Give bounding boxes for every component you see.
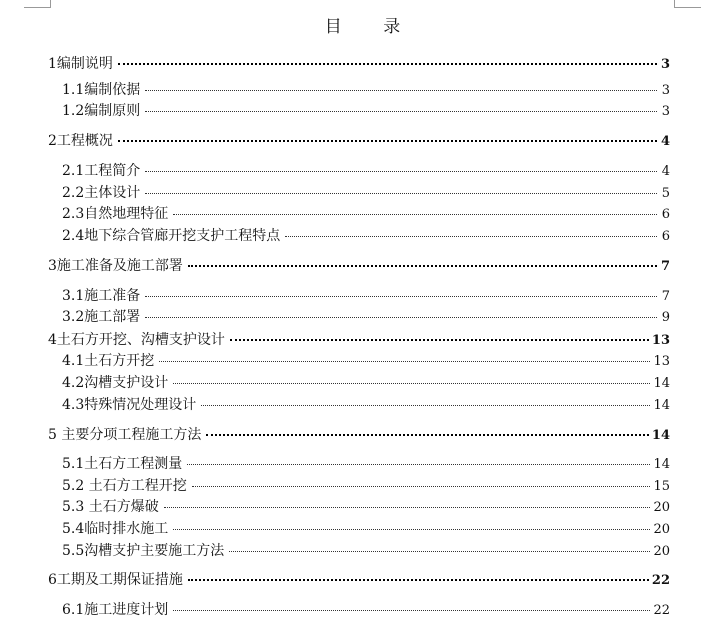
toc-dot-leader (145, 316, 657, 318)
toc-dot-leader (145, 295, 657, 297)
toc-page-number: 5 (661, 186, 670, 201)
toc-page-number: 13 (653, 354, 670, 369)
toc-entry-label: 2.1工程简介 (62, 163, 141, 179)
toc-entry-label: 6.1施工进度计划 (62, 602, 169, 618)
toc-dot-leader (188, 578, 649, 581)
toc-entry-label: 2.2主体设计 (62, 185, 141, 201)
toc-entry-section[interactable] (62, 498, 670, 517)
toc-entry-chapter[interactable] (48, 257, 670, 276)
toc-dot-leader (145, 89, 657, 91)
toc-page-number: 13 (651, 333, 670, 348)
toc-entry-label: 2工程概况 (48, 133, 113, 149)
toc-entry-section[interactable] (62, 352, 670, 371)
toc-page-number: 6 (661, 207, 670, 222)
toc-entry-label: 3.1施工准备 (62, 288, 141, 304)
toc-entry-label: 1编制说明 (48, 56, 113, 72)
toc-page-number: 3 (661, 83, 670, 98)
toc-entry-chapter[interactable] (48, 132, 670, 151)
toc-entry-label: 4.3特殊情况处理设计 (62, 397, 197, 413)
toc-page-number: 20 (653, 522, 670, 537)
toc-dot-leader (118, 62, 657, 65)
toc-dot-leader (201, 404, 650, 406)
toc-dot-leader (187, 463, 650, 465)
toc-page-number: 20 (653, 544, 670, 559)
toc-entry-label: 3.2施工部署 (62, 309, 141, 325)
toc-entry-section[interactable] (62, 455, 670, 474)
toc-page-number: 3 (660, 57, 670, 72)
toc-entry-section[interactable] (62, 287, 670, 306)
toc-entry-label: 2.4地下综合管廊开挖支护工程特点 (62, 228, 281, 244)
toc-entry-label: 5 主要分项工程施工方法 (48, 427, 202, 443)
toc-entry-section[interactable] (62, 205, 670, 224)
toc-page-number: 6 (661, 229, 670, 244)
toc-dot-leader (192, 485, 651, 487)
toc-entry-section[interactable] (62, 227, 670, 246)
toc-dot-leader (206, 433, 649, 436)
toc-dot-leader (173, 382, 650, 384)
toc-entry-section[interactable] (62, 81, 670, 100)
toc-entry-chapter[interactable] (48, 426, 670, 445)
toc-entry-section[interactable] (62, 477, 670, 496)
toc-entry-label: 2.3自然地理特征 (62, 206, 169, 222)
toc-page-number: 7 (661, 289, 670, 304)
toc-entry-section[interactable] (62, 308, 670, 327)
toc-dot-leader (229, 550, 650, 552)
toc-entry-section[interactable] (62, 396, 670, 415)
toc-entry-label: 1.2编制原则 (62, 103, 141, 119)
toc-page-number: 3 (661, 104, 670, 119)
toc-entry-section[interactable] (62, 601, 670, 620)
toc-entry-label: 4.1土石方开挖 (62, 353, 155, 369)
toc-page-number: 4 (661, 164, 670, 179)
toc-entry-section[interactable] (62, 374, 670, 393)
toc-page-number: 14 (653, 398, 670, 413)
toc-entry-section[interactable] (62, 520, 670, 539)
toc-page-number: 14 (653, 457, 670, 472)
toc-entry-label: 4土石方开挖、沟槽支护设计 (48, 332, 225, 348)
toc-entry-label: 4.2沟槽支护设计 (62, 375, 169, 391)
toc-entry-label: 5.2 土石方工程开挖 (62, 478, 187, 494)
toc-dot-leader (145, 192, 657, 194)
toc-dot-leader (173, 528, 650, 530)
toc-entry-label: 1.1编制依据 (62, 82, 141, 98)
toc-entry-chapter[interactable] (48, 571, 670, 590)
toc-entry-chapter[interactable] (48, 55, 670, 74)
toc-dot-leader (285, 235, 657, 237)
toc-page-number: 14 (651, 428, 670, 443)
toc-dot-leader (145, 170, 657, 172)
toc-page-number: 15 (653, 479, 670, 494)
toc-entry-label: 6工期及工期保证措施 (48, 572, 183, 588)
toc-entry-label: 3施工准备及施工部署 (48, 258, 183, 274)
toc-title: 目 录 (324, 17, 419, 37)
toc-page-number: 20 (653, 500, 670, 515)
toc-page-number: 22 (653, 603, 670, 618)
toc-entry-section[interactable] (62, 542, 670, 561)
toc-page-number: 22 (651, 573, 670, 588)
toc-entry-label: 5.4临时排水施工 (62, 521, 169, 537)
toc-entry-label: 5.1土石方工程测量 (62, 456, 183, 472)
toc-entry-label: 5.5沟槽支护主要施工方法 (62, 543, 225, 559)
toc-page-number: 4 (660, 134, 670, 149)
toc-dot-leader (145, 110, 657, 112)
toc-dot-leader (188, 264, 657, 267)
toc-entry-chapter[interactable] (48, 331, 670, 350)
toc-dot-leader (159, 360, 650, 362)
toc-dot-leader (173, 213, 657, 215)
toc-page-number: 9 (661, 310, 670, 325)
toc-dot-leader (118, 139, 657, 142)
toc-dot-leader (173, 609, 650, 611)
toc-entry-label: 5.3 土石方爆破 (62, 499, 159, 515)
toc-dot-leader (164, 506, 651, 508)
toc-page-number: 14 (653, 376, 670, 391)
toc-entry-section[interactable] (62, 162, 670, 181)
toc-entry-section[interactable] (62, 184, 670, 203)
toc-page-number: 7 (660, 259, 670, 274)
toc-dot-leader (230, 338, 649, 341)
toc-entry-section[interactable] (62, 102, 670, 121)
